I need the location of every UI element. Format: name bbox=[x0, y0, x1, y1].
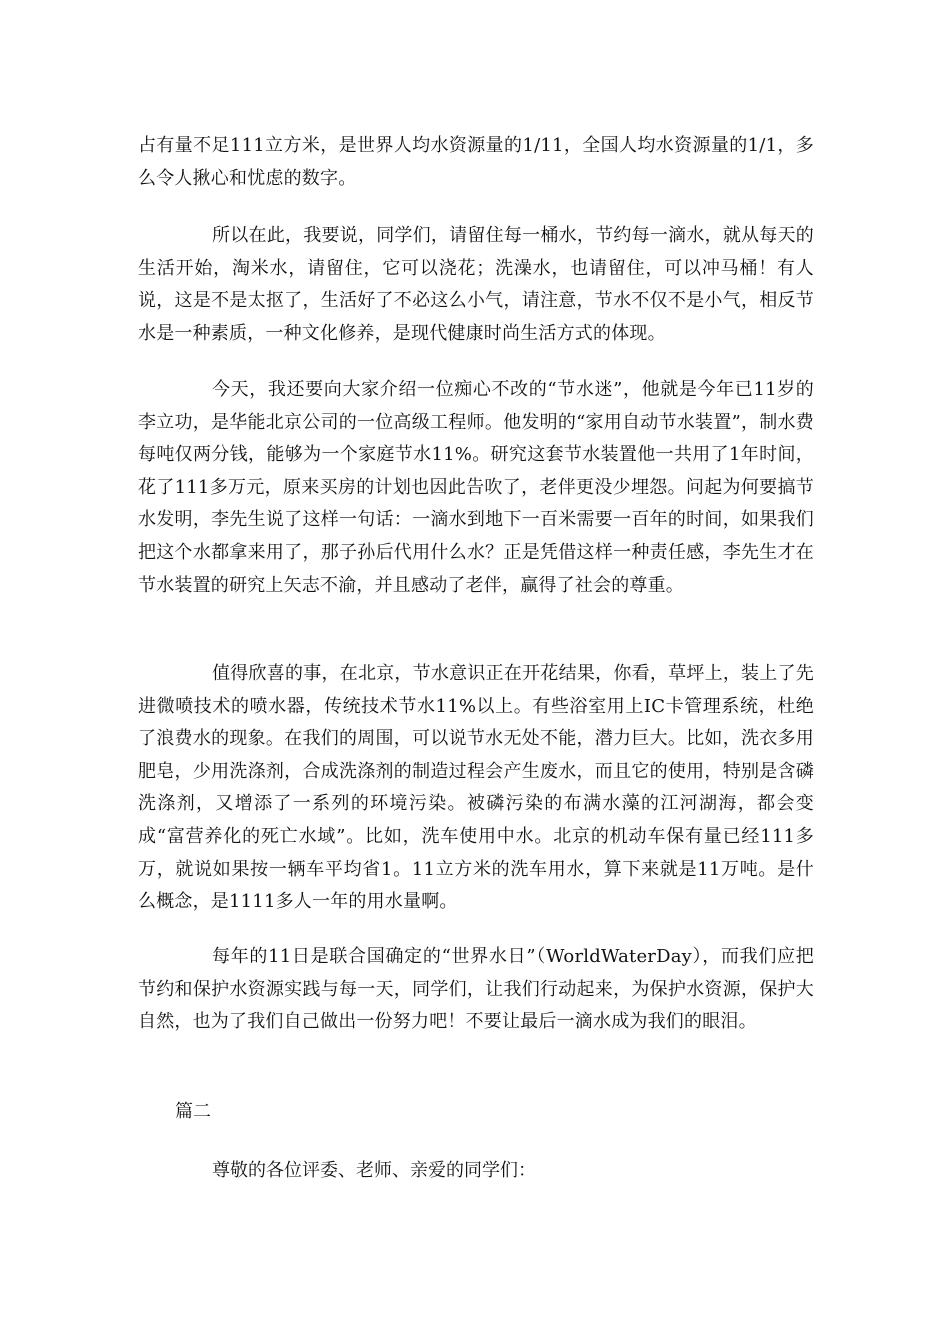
paragraph-water-saving-engineer: 今天，我还要向大家介绍一位痴心不改的“节水迷”，他就是今年已11岁的李立功，是华能北京公司的一位高级工程师。他发明的“家用自动节水装置”，制水费每吨仅两分钱，能够为一个家庭节水11%。研究这套节水装置他一共用了1年时间，花了111多万元，原来买房的计划也因此告吹了，老伴更没少埋怨。问起为何要搞节水发明，李先生说了这样一句话：一滴水到地下一百米需要一百年的时间，如果我们把这个水都拿来用了，那子孙后代用什么水？正是凭借这样一种责任感，李先生才在节水装置的研究上矢志不渝，并且感动了老伴，赢得了社会的尊重。 bbox=[138, 379, 814, 596]
salutation-line: 尊敬的各位评委、老师、亲爱的同学们： bbox=[212, 1160, 536, 1181]
paragraph-save-water-appeal: 所以在此，我要说，同学们，请留住每一桶水，节约每一滴水，就从每天的生活开始，淘米水，请留住，它可以浇花；洗澡水，也请留住，可以冲马桶！有人说，这是不是太抠了，生活好了不必这么小气，请注意，节水不仅不是小气，相反节水是一种素质，一种文化修养，是现代健康时尚生活方式的体现。 bbox=[138, 225, 814, 344]
paragraph-water-statistics: 占有量不足111立方米，是世界人均水资源量的1/11，全国人均水资源量的1/1，多么令人揪心和忧虑的数字。 bbox=[138, 135, 814, 189]
section-heading: 篇二 bbox=[175, 1101, 211, 1122]
paragraph-beijing-water-saving: 值得欣喜的事，在北京，节水意识正在开花结果，你看，草坪上，装上了先进微喷技术的喷水器，传统技术节水11%以上。有些浴室用上IC卡管理系统，杜绝了浪费水的现象。在我们的周围，可以说节水无处不能，潜力巨大。比如，洗衣多用肥皂，少用洗涤剂，合成洗涤剂的制造过程会产生废水，而且它的使用，特别是含磷洗涤剂，又增添了一系列的环境污染。被磷污染的布满水藻的江河湖海，都会变成“富营养化的死亡水域”。比如，洗车使用中水。北京的机动车保有量已经111多万，就说如果按一辆车平均省1。11立方米的洗车用水，算下来就是11万吨。是什么概念，是1111多人一年的用水量啊。 bbox=[138, 663, 814, 913]
paragraph-world-water-day: 每年的11日是联合国确定的“世界水日”（WorldWaterDay），而我们应把节约和保护水资源实践与每一天，同学们，让我们行动起来，为保护水资源，保护大自然，也为了我们自己做出一份努力吧！不要让最后一滴水成为我们的眼泪。 bbox=[138, 946, 814, 1033]
